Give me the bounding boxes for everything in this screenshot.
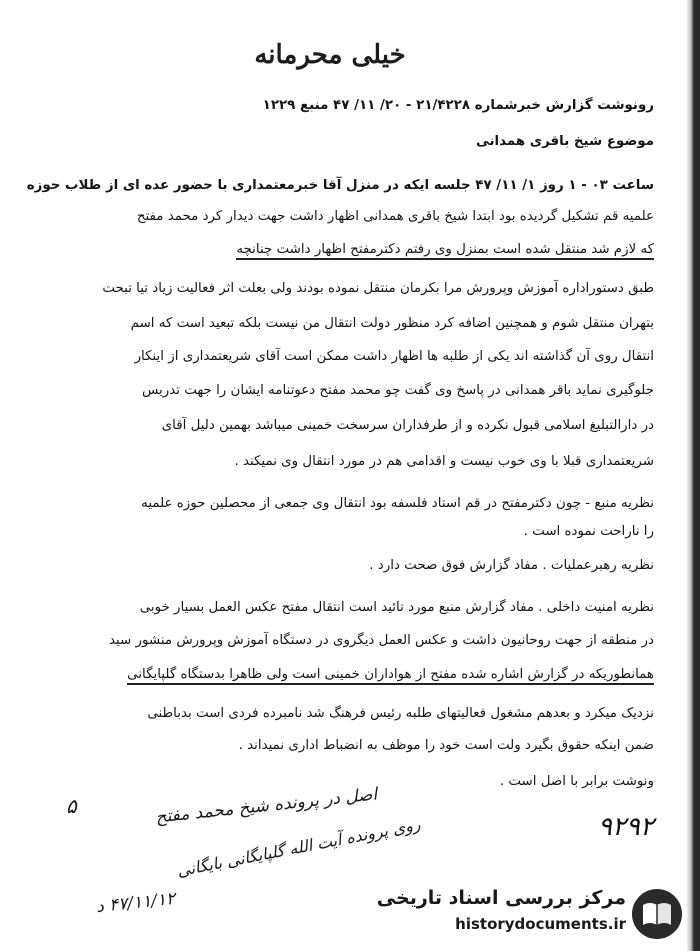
underlined-text: که لازم شد منتقل شده است بمنزل وی رفتم دکترمفتح اظهار داشت چنانچه [236, 242, 654, 260]
page-number: ۹۲۹۲ [598, 812, 654, 842]
handwritten-note-1: اصل در پرونده شیخ محمد مفتح [154, 784, 379, 828]
body-line: نزدیک میکرد و بعدهم مشغول فعالیتهای طلبه رئیس فرهنگ شد نامبرده فردی است بدباطنی [147, 706, 654, 721]
body-line: در منطقه از جهت روحانیون داشت و عکس العمل دیگروی در دستگاه آموزش وپرورش منشور سید [108, 633, 654, 648]
body-line: ضمن اینکه حقوق بگیرد ولت است خود را موظف به انضباط اداری نمیداند . [238, 738, 654, 753]
internal-security-opinion-line: نظریه امنیت داخلی . مفاد گزارش منبع مورد تائید است انتقال مفتح عکس العمل بسیار خوبی [139, 600, 654, 615]
book-emblem-icon [630, 887, 684, 941]
body-line [127, 665, 654, 685]
body-line: شریعتمداری قبلا با وی خوب نیست و اقدامی هم در مورد انتقال وی نمیکند . [234, 454, 654, 469]
body-line: بتهران منتقل شوم و همچنین اضافه کرد منظور دولت انتقال من نیست بلکه تبعید است که اسم [130, 316, 654, 331]
logo-url-text: historydocuments.ir [455, 915, 626, 933]
body-line: جلوگیری نماید باقر همدانی در پاسخ وی گفت چو محمد مفتح دعوتنامه ایشان را جهت تدریس [141, 383, 654, 398]
body-line: در دارالتبلیغ اسلامی قبول نکرده و از طرفداران سرسخت خمینی میباشد بهمین دلیل آقای [161, 418, 654, 433]
body-line: علمیه قم تشکیل گردیده بود ابتدا شیخ باقری همدانی اظهار داشت جهت دیدار کرد محمد مفتح [136, 209, 654, 224]
handwritten-mark: ۵ [66, 794, 77, 818]
body-line: طبق دستوراداره آموزش وپرورش مرا بکرمان منتقل نموده بودند ولی بعلت اثر فعالیت زیاد تیا تبحت [102, 281, 654, 296]
classification-header: خیلی محرمانه [254, 40, 406, 70]
operations-opinion-line: نظریه رهبرعملیات . مفاد گزارش فوق صحت دارد . [369, 558, 654, 573]
handwritten-date: ۴۷/۱۱/۱۲ د [95, 888, 177, 918]
body-line: ساعت ۰۳ - ۱ روز ۱/ ۱۱/ ۴۷ جلسه ایکه در منزل آقا خبرمعتمداری با حضور عده ای از طلاب حوزه [26, 178, 654, 193]
source-opinion-line: نظریه منبع - چون دکترمفتح در قم استاد فلسفه بود انتقال وی جمعی از محصلین حوزه علمیه [141, 496, 654, 511]
handwritten-note-2: روی پرونده آیت الله گلپایگانی بایگانی [175, 814, 422, 881]
copy-certification-line: ونوشت برابر با اصل است . [499, 774, 654, 789]
copy-report-line: رونوشت گزارش خبرشماره ۲۱/۴۲۲۸ - ۲۰/ ۱۱/ ۴۷ منبع ۱۲۲۹ [262, 98, 654, 113]
archive-logo [376, 885, 688, 945]
scan-edge [686, 0, 700, 951]
logo-persian-text: مرکز بررسی اسناد تاریخی [376, 887, 626, 909]
subject-line: موضوع شیخ باقری همدانی [475, 134, 654, 149]
body-line: را ناراحت نموده است . [523, 524, 654, 539]
body-line [236, 240, 654, 260]
underlined-text: همانطوریکه در گزارش اشاره شده مفتح از هواداران خمینی است ولی ظاهرا بدستگاه گلپایگانی [127, 667, 654, 685]
body-line: انتقال روی آن گذاشته اند یکی از طلبه ها اظهار داشت ممکن است آقای شریعتمداری از اینکار [134, 349, 654, 364]
